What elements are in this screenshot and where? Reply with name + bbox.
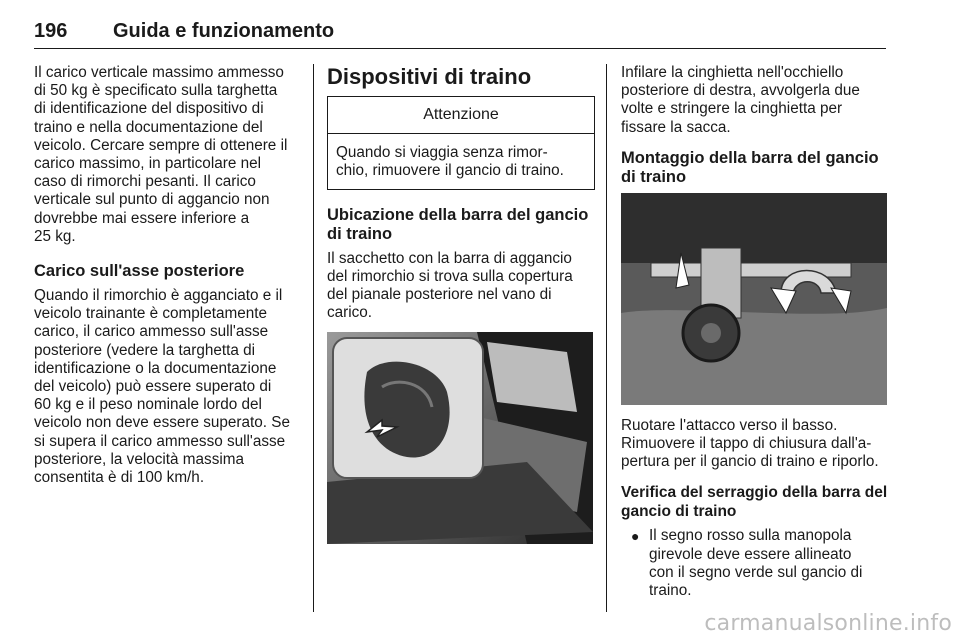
page-header (34, 18, 886, 49)
check-heading: Verifica del serraggio della barra del gancio di traino (621, 484, 888, 521)
rear-axle-heading: Carico sull'asse posteriore (34, 262, 245, 281)
vertical-load-paragraph: Il carico verticale massimo ammesso di 50 kg è specificato sulla targhetta di identificazione del dispositivo di traino e nella documentazione del veicolo. Cercare sempre di ottenere il carico massimo, in particolare nel caso di rimorchi pesanti. Il carico verticale sul punto di aggancio non dovrebbe mai essere inferiore a 25 kg. (34, 64, 288, 245)
warning-title: Attenzione (328, 97, 594, 134)
location-heading: Ubicazione della barra del gancio di traino (327, 205, 589, 243)
rear-axle-paragraph: Quando il rimorchio è agganciato e il veicolo trainante è completamente carico, il carico ammesso sull'asse posteriore (vedere la targhetta di identificazione o la documentazione del veicolo) può essere superato di 60 kg e il peso nominale lordo del veicolo non deve essere superato. Se si supera il carico ammesso sull'asse posteriore, la velocità massima consentita è di 100 km/h. (34, 287, 290, 487)
list-item-text: Il segno rosso sulla manopola girevole deve essere allineato con il segno verde sul gancio di traino. (649, 527, 863, 600)
trunk-photo (327, 332, 593, 544)
location-paragraph: Il sacchetto con la barra di aggancio del rimorchio si trova sulla copertura del pianale posteriore nel vano di carico. (327, 249, 573, 322)
list-item (631, 527, 891, 600)
column-1 (34, 64, 302, 497)
bullet-icon: ● (631, 528, 640, 545)
column-divider (313, 64, 314, 612)
section-title: Guida e funzionamento (113, 20, 335, 42)
towbar-photo (621, 193, 887, 405)
watermark: carmanualsonline.info (704, 611, 952, 636)
strap-paragraph: Infilare la cinghietta nell'occhiello posteriore di destra, avvolgerla due volte e stringere la cinghietta per fissare la sacca. (621, 64, 860, 136)
warning-box (327, 96, 595, 190)
page-number: 196 (34, 20, 68, 42)
column-2 (327, 64, 595, 544)
column-3 (621, 64, 891, 600)
mount-heading: Montaggio della barra del gancio di traino (621, 148, 879, 186)
warning-text: Quando si viaggia senza rimor- chio, rimuovere il gancio di traino. (336, 144, 564, 180)
column-divider (606, 64, 607, 612)
rotate-paragraph: Ruotare l'attacco verso il basso. Rimuovere il tappo di chiusura dall'a- pertura per il gancio di traino e riporlo. (621, 416, 879, 471)
chapter-title: Dispositivi di traino (327, 64, 532, 89)
